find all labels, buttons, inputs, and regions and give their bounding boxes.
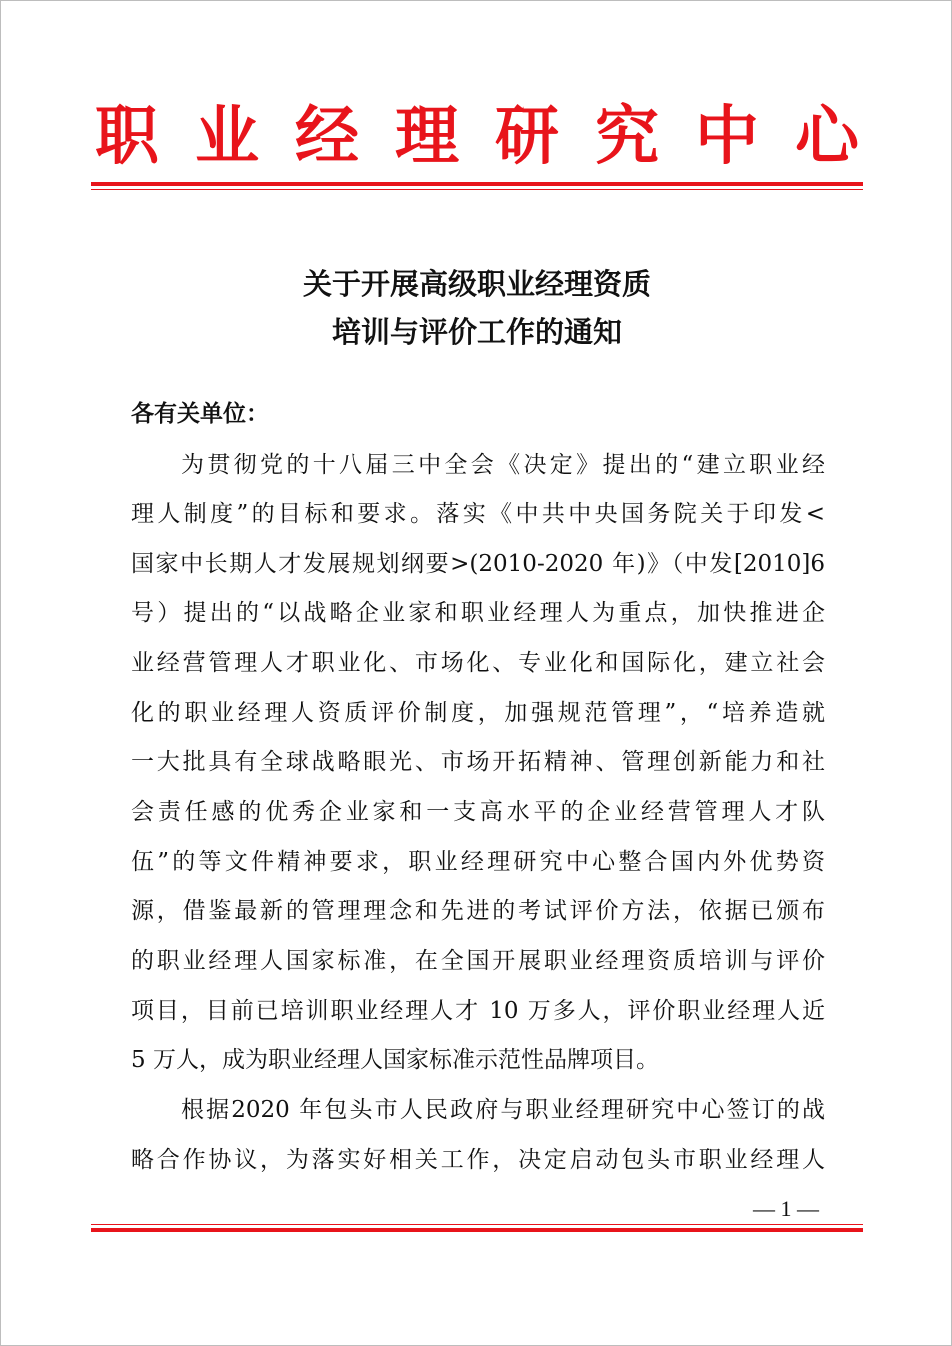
body-line: 略合作协议，为落实好相关工作，决定启动包头市职业经理人 xyxy=(131,1147,825,1173)
page-number: — 1 — xyxy=(753,1196,819,1221)
org-header-char: 业 xyxy=(195,99,259,174)
body-line: 为贯彻党的十八届三中全会《决定》提出的“建立职业经 xyxy=(181,452,825,478)
body-line: 根据2020 年包头市人民政府与职业经理研究中心签订的战 xyxy=(181,1097,825,1123)
body-line: 源，借鉴最新的管理理念和先进的考试评价方法，依据已颁布 xyxy=(131,898,825,924)
org-header xyxy=(91,97,863,177)
footer-rule-thick xyxy=(91,1228,863,1232)
org-header-char: 理 xyxy=(395,99,459,174)
body-line: 的职业经理人国家标准，在全国开展职业经理资质培训与评价 xyxy=(131,948,825,974)
notice-title-line-2: 培训与评价工作的通知 xyxy=(331,315,622,349)
body-line: 化的职业经理人资质评价制度，加强规范管理”，“培养造就 xyxy=(131,700,825,726)
body-line: 理人制度”的目标和要求。落实《中共中央国务院关于印发< xyxy=(131,501,825,527)
body-line: 伍”的等文件精神要求，职业经理研究中心整合国内外优势资 xyxy=(131,849,825,875)
body-line: 一大批具有全球战略眼光、市场开拓精神、管理创新能力和社 xyxy=(131,749,825,775)
org-header-char: 职 xyxy=(95,99,159,174)
org-header-char: 究 xyxy=(595,99,659,174)
body-line: 国家中长期人才发展规划纲要>(2010-2020 年)》（中发[2010]6 xyxy=(131,551,825,577)
header-rule-thick xyxy=(91,182,863,186)
body-line: 5 万人，成为职业经理人国家标准示范性品牌项目。 xyxy=(131,1047,659,1073)
notice-title-line-1: 关于开展高级职业经理资质 xyxy=(302,267,651,301)
body-line: 号）提出的“以战略企业家和职业经理人为重点，加快推进企 xyxy=(131,600,825,626)
body-line: 业经营管理人才职业化、市场化、专业化和国际化，建立社会 xyxy=(131,650,825,676)
body-line: 项目，目前已培训职业经理人才 10 万多人，评价职业经理人近 xyxy=(131,998,825,1024)
salutation: 各有关单位： xyxy=(131,400,269,427)
org-header-char: 经 xyxy=(295,99,359,174)
header-rule-thin xyxy=(91,189,863,190)
body-line: 会责任感的优秀企业家和一支高水平的企业经营管理人才队 xyxy=(131,799,825,825)
org-header-char: 中 xyxy=(695,99,759,174)
footer-rule-thin xyxy=(91,1224,863,1225)
org-header-char: 心 xyxy=(795,99,859,174)
org-header-char: 研 xyxy=(495,99,559,174)
